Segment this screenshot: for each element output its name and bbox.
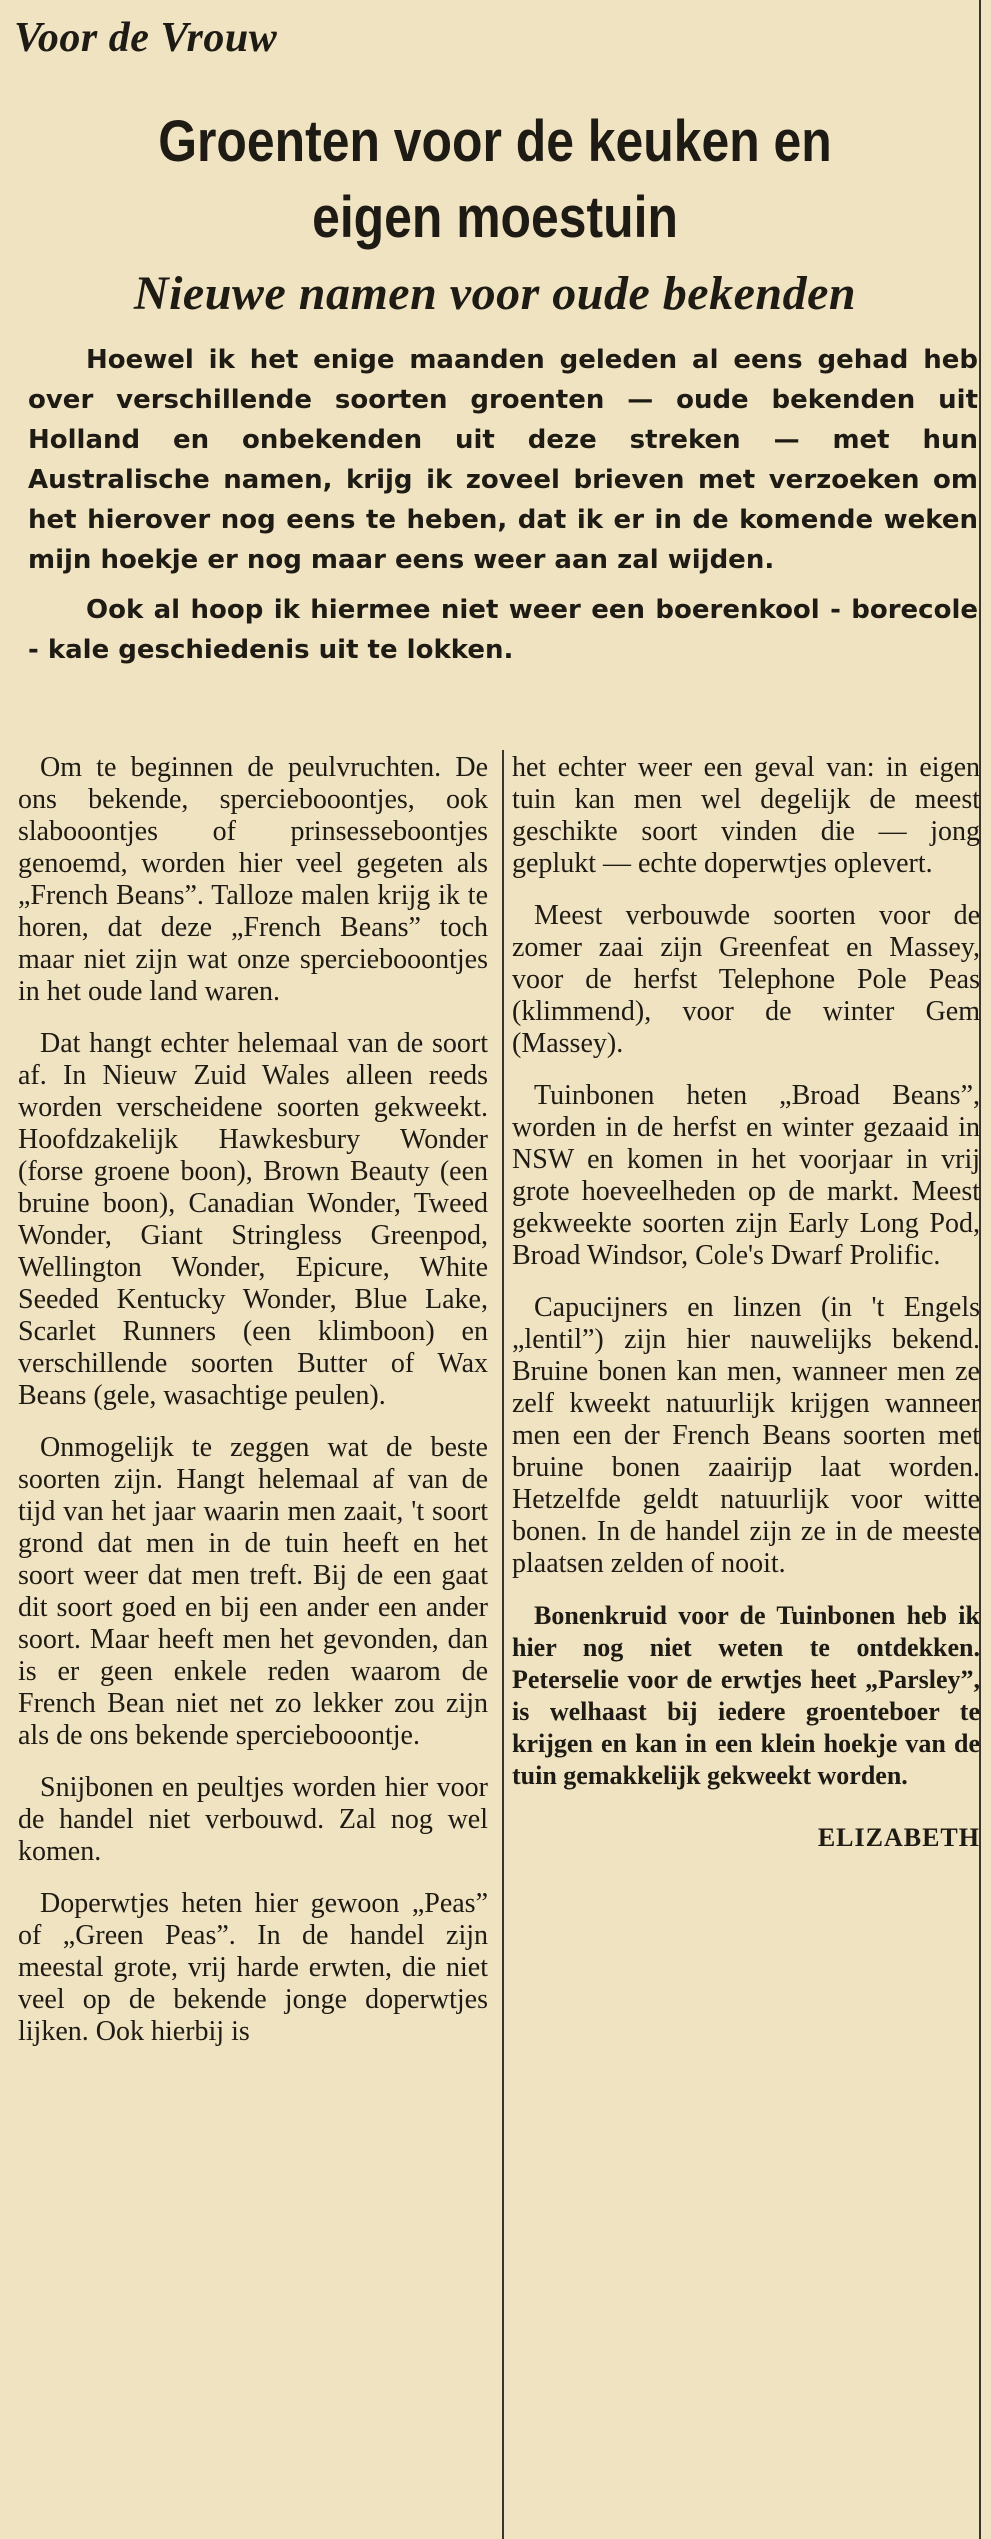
body-paragraph: Onmogelijk te zeggen wat de beste soorten zijn. Hangt helemaal af van de tijd van het jaar waarin men zaait, 't soort grond dat men in de tuin heeft en het soort weer dat men treft. Bij de een gaat dit soort goed en bij een ander een ander soort. Maar heeft men het gevonden, dan is er geen enkele reden waarom de French Bean niet net zo lekker zou zijn als de ons bekende sperciebooontje.	[18, 1432, 488, 1751]
body-paragraph: het echter weer een geval van: in eigen tuin kan men wel degelijk de meest geschikte soort vinden die — jong geplukt — echte doperwtjes oplevert.	[512, 752, 980, 879]
body-paragraph: Om te beginnen de peulvruchten. De ons bekende, sperciebooontjes, ook slabooontjes of prinsesseboontjes genoemd, worden hier veel gegeten als „French Beans”. Talloze malen krijg ik te horen, dat deze „French Beans” toch maar niet zijn wat onze sperciebooontjes in het oude land waren.	[18, 752, 488, 1007]
body-paragraph-bold: Bonenkruid voor de Tuinbonen heb ik hier nog niet weten te ontdekken. Peterselie voor de erwtjes heet „Parsley”, is welhaast bij iedere groenteboer te krijgen en kan in een klein hoekje van de tuin gemakkelijk gekweekt worden.	[512, 1601, 980, 1790]
intro-paragraph: Hoewel ik het enige maanden geleden al eens gehad heb over verschillende soorten groenten — oude bekenden uit Holland en onbekenden uit deze streken — met hun Australische namen, krijg ik zoveel brieven met verzoeken om het hierover nog eens te heben, dat ik er in de komende weken mijn hoekje er nog maar eens weer aan zal wijden.	[28, 345, 978, 575]
section-label: Voor de Vrouw	[14, 15, 278, 61]
article-subheadline: Nieuwe namen voor oude bekenden	[133, 267, 857, 320]
left-column	[18, 752, 488, 2068]
right-column	[512, 752, 980, 1854]
article-headline: Groenten voor de keuken en eigen moestuin	[158, 109, 832, 250]
column-divider	[502, 750, 504, 2539]
body-paragraph: Dat hangt echter helemaal van de soort af. In Nieuw Zuid Wales alleen reeds worden verscheidene soorten gekweekt. Hoofdzakelijk Hawkesbury Wonder (forse groene boon), Brown Beauty (een bruine boon), Canadian Wonder, Tweed Wonder, Giant Stringless Greenpod, Wellington Wonder, Epicure, White Seeded Kentucky Wonder, Blue Lake, Scarlet Runners (een klimboon) en verschillende soorten Butter of Wax Beans (gele, wasachtige peulen).	[18, 1028, 488, 1411]
author-signature: ELIZABETH	[817, 1823, 980, 1852]
intro-block	[28, 340, 978, 670]
body-paragraph: Doperwtjes heten hier gewoon „Peas” of „Green Peas”. In de handel zijn meestal grote, vrij harde erwten, die niet veel op de bekende jonge doperwtjes lijken. Ook hierbij is	[18, 1888, 488, 2047]
body-paragraph: Capucijners en linzen (in 't Engels „lentil”) zijn hier nauwelijks bekend. Bruine bonen kan men, wanneer men ze zelf kweekt natuurlijk krijgen wanneer men een der French Beans soorten met bruine bonen zaairijp laat worden. Hetzelfde geldt natuurlijk voor witte bonen. In de handel zijn ze in de meeste plaatsen zelden of nooit.	[512, 1292, 980, 1579]
body-paragraph: Snijbonen en peultjes worden hier voor de handel niet verbouwd. Zal nog wel komen.	[18, 1772, 488, 1867]
intro-paragraph: Ook al hoop ik hiermee niet weer een boerenkool - borecole - kale geschiedenis uit te lokken.	[28, 595, 978, 665]
body-paragraph: Meest verbouwde soorten voor de zomer zaai zijn Greenfeat en Massey, voor de herfst Telephone Pole Peas (klimmend), voor de winter Gem (Massey).	[512, 900, 980, 1059]
body-paragraph: Tuinbonen heten „Broad Beans”, worden in de herfst en winter gezaaid in NSW en komen in het voorjaar in vrij grote hoeveelheden op de markt. Meest gekweekte soorten zijn Early Long Pod, Broad Windsor, Cole's Dwarf Prolific.	[512, 1080, 980, 1271]
